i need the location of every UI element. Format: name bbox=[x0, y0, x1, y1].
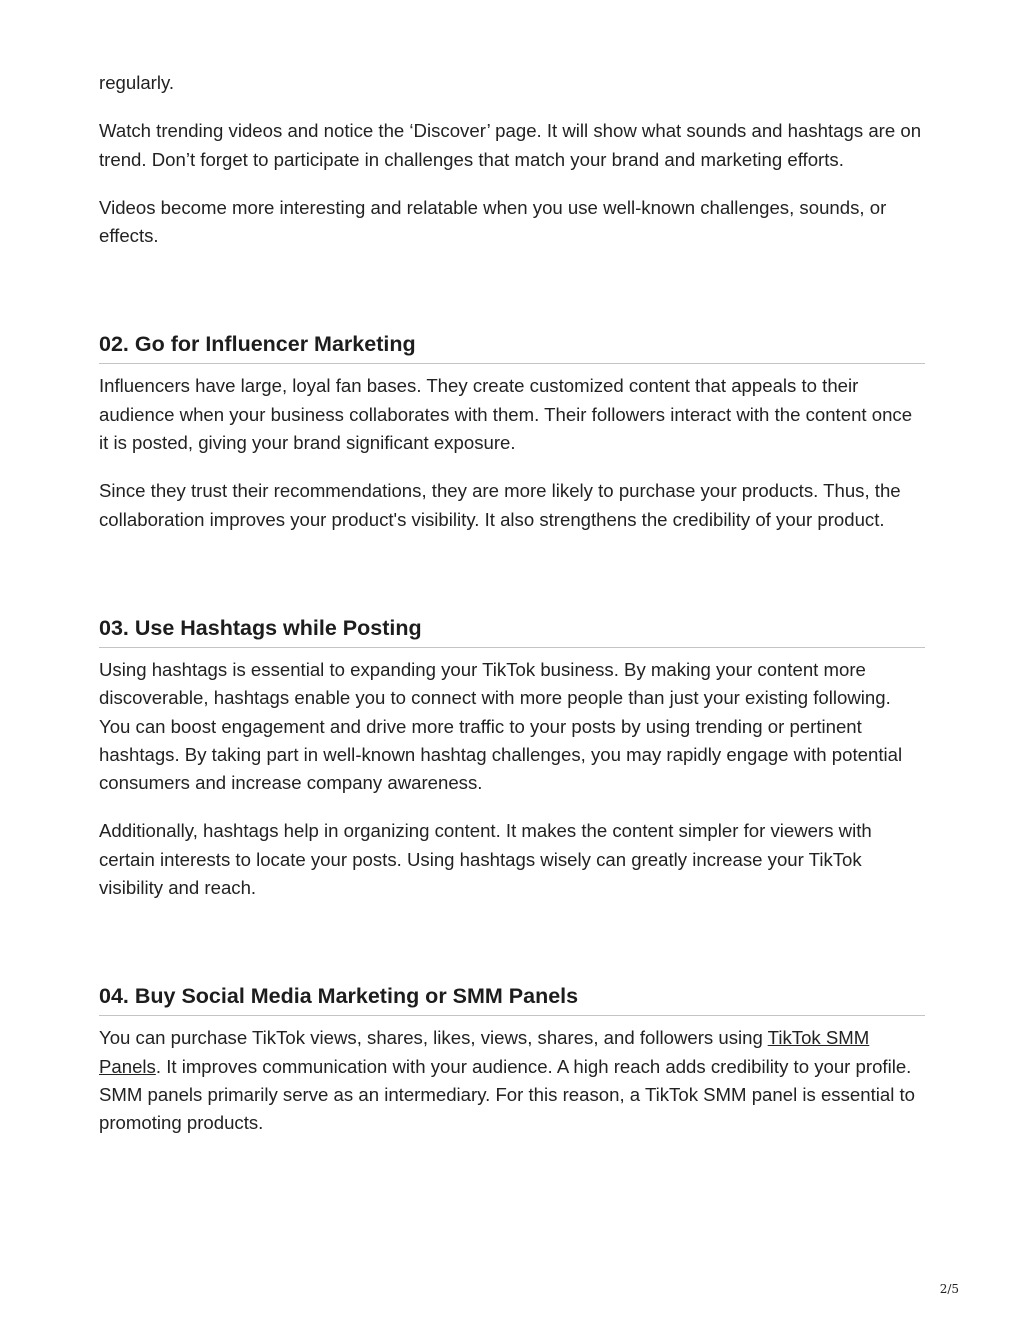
section-hashtags bbox=[99, 613, 925, 902]
section-paragraph: Since they trust their recommendations, they are more likely to purchase your products. Thus, the collaboration improves your product's visibility. It also strengthens the credibility of your product. bbox=[99, 480, 901, 530]
section-smm-panels bbox=[99, 981, 925, 1137]
section-heading: 04. Buy Social Media Marketing or SMM Panels bbox=[99, 981, 925, 1016]
section-paragraph: Using hashtags is essential to expanding your TikTok business. By making your content more discoverable, hashtags enable you to connect with more people than just your existing following. You can boost engagement and drive more traffic to your posts by using trending or pertinent hashtags. By taking part in well-known hashtag challenges, you may rapidly engage with potential consumers and increase company awareness. bbox=[99, 658, 903, 794]
tiktok-smm-panels-link[interactable]: TikTok SMM Panels bbox=[99, 1027, 870, 1077]
section-paragraph bbox=[99, 1024, 925, 1137]
section-heading: 02. Go for Influencer Marketing bbox=[99, 329, 925, 364]
paragraph-text-before-link: You can purchase TikTok views, shares, likes, views, shares, and followers using bbox=[99, 1027, 768, 1049]
section-paragraph: Additionally, hashtags help in organizing content. It makes the content simpler for viewers with certain interests to locate your posts. Using hashtags wisely can greatly increase your TikTok visibility and reach. bbox=[99, 820, 872, 899]
intro-paragraph-2: Watch trending videos and notice the ‘Discover’ page. It will show what sounds and hashtags are on trend. Don’t forget to participate in challenges that match your brand and marketing efforts. bbox=[99, 120, 922, 170]
intro-paragraph-1: regularly. bbox=[99, 72, 175, 93]
article-body bbox=[99, 69, 925, 1158]
section-influencer-marketing bbox=[99, 329, 925, 533]
section-heading: 03. Use Hashtags while Posting bbox=[99, 613, 925, 648]
paragraph-text-after-link: . It improves communication with your audience. A high reach adds credibility to your profile. SMM panels primarily serve as an intermediary. For this reason, a TikTok SMM panel is essential to promoting products. bbox=[99, 1055, 916, 1134]
section-paragraph: Influencers have large, loyal fan bases. They create customized content that appeals to their audience when your business collaborates with them. Their followers interact with the content once it is posted, giving your brand significant exposure. bbox=[99, 375, 913, 454]
page-number: 2/5 bbox=[939, 1282, 959, 1296]
intro-paragraph-3: Videos become more interesting and relatable when you use well-known challenges, sounds, or effects. bbox=[99, 196, 887, 247]
